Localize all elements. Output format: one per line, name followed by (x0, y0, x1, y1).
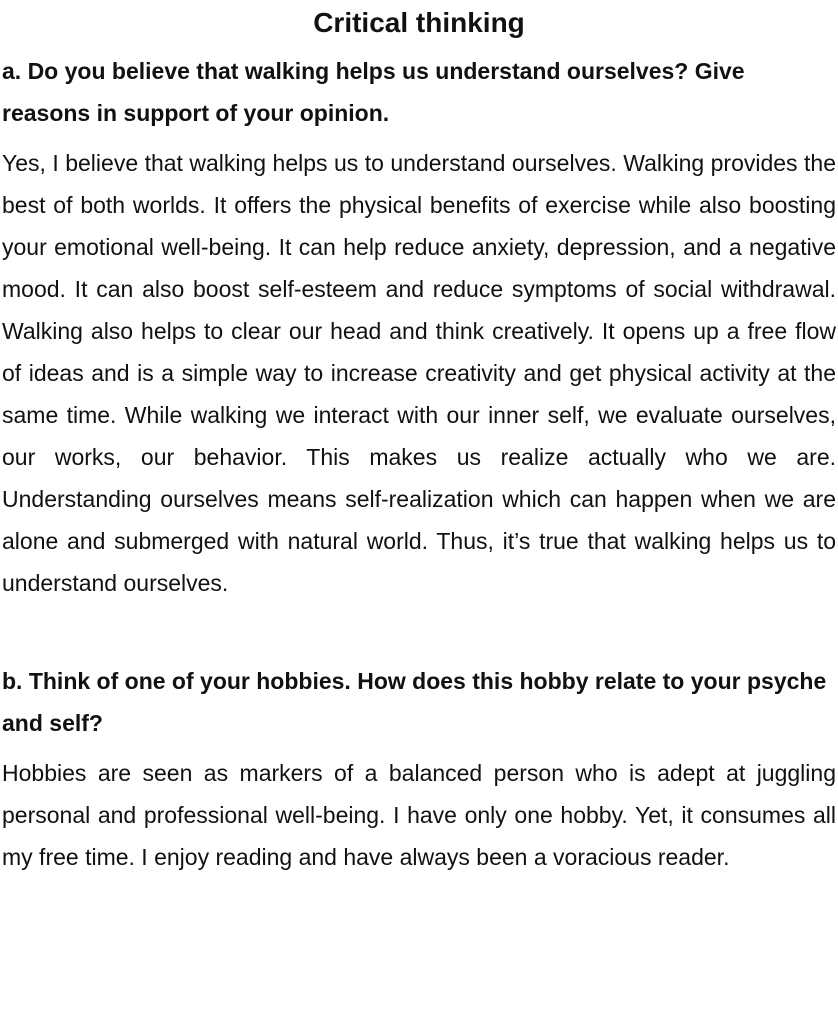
question-b: b. Think of one of your hobbies. How does this hobby relate to your psyche and self? (2, 668, 827, 736)
section-spacer (2, 604, 836, 650)
question-a: a. Do you believe that walking helps us understand ourselves? Give reasons in support of your opinion. (2, 58, 745, 126)
answer-b: Hobbies are seen as markers of a balanced person who is adept at juggling personal and professional well-being. I have only one hobby. Yet, it consumes all my free time. I enjoy reading and have always been a voracious reader. (2, 760, 836, 870)
answer-a: Yes, I believe that walking helps us to understand ourselves. Walking provides the best of both worlds. It offers the physical benefits of exercise while also boosting your emotional well-being. It can help reduce anxiety, depression, and a negative mood. It can also boost self-esteem and reduce symptoms of social withdrawal. Walking also helps to clear our head and think creatively. It opens up a free flow of ideas and is a simple way to increase creativity and get physical activity at the same time. While walking we interact with our inner self, we evaluate ourselves, our works, our behavior. This makes us realize actually who we are. Understanding ourselves means self-realization which can happen when we are alone and submerged with natural world. Thus, it’s true that walking helps us to understand ourselves. (2, 150, 836, 596)
page-title: Critical thinking (313, 7, 525, 38)
